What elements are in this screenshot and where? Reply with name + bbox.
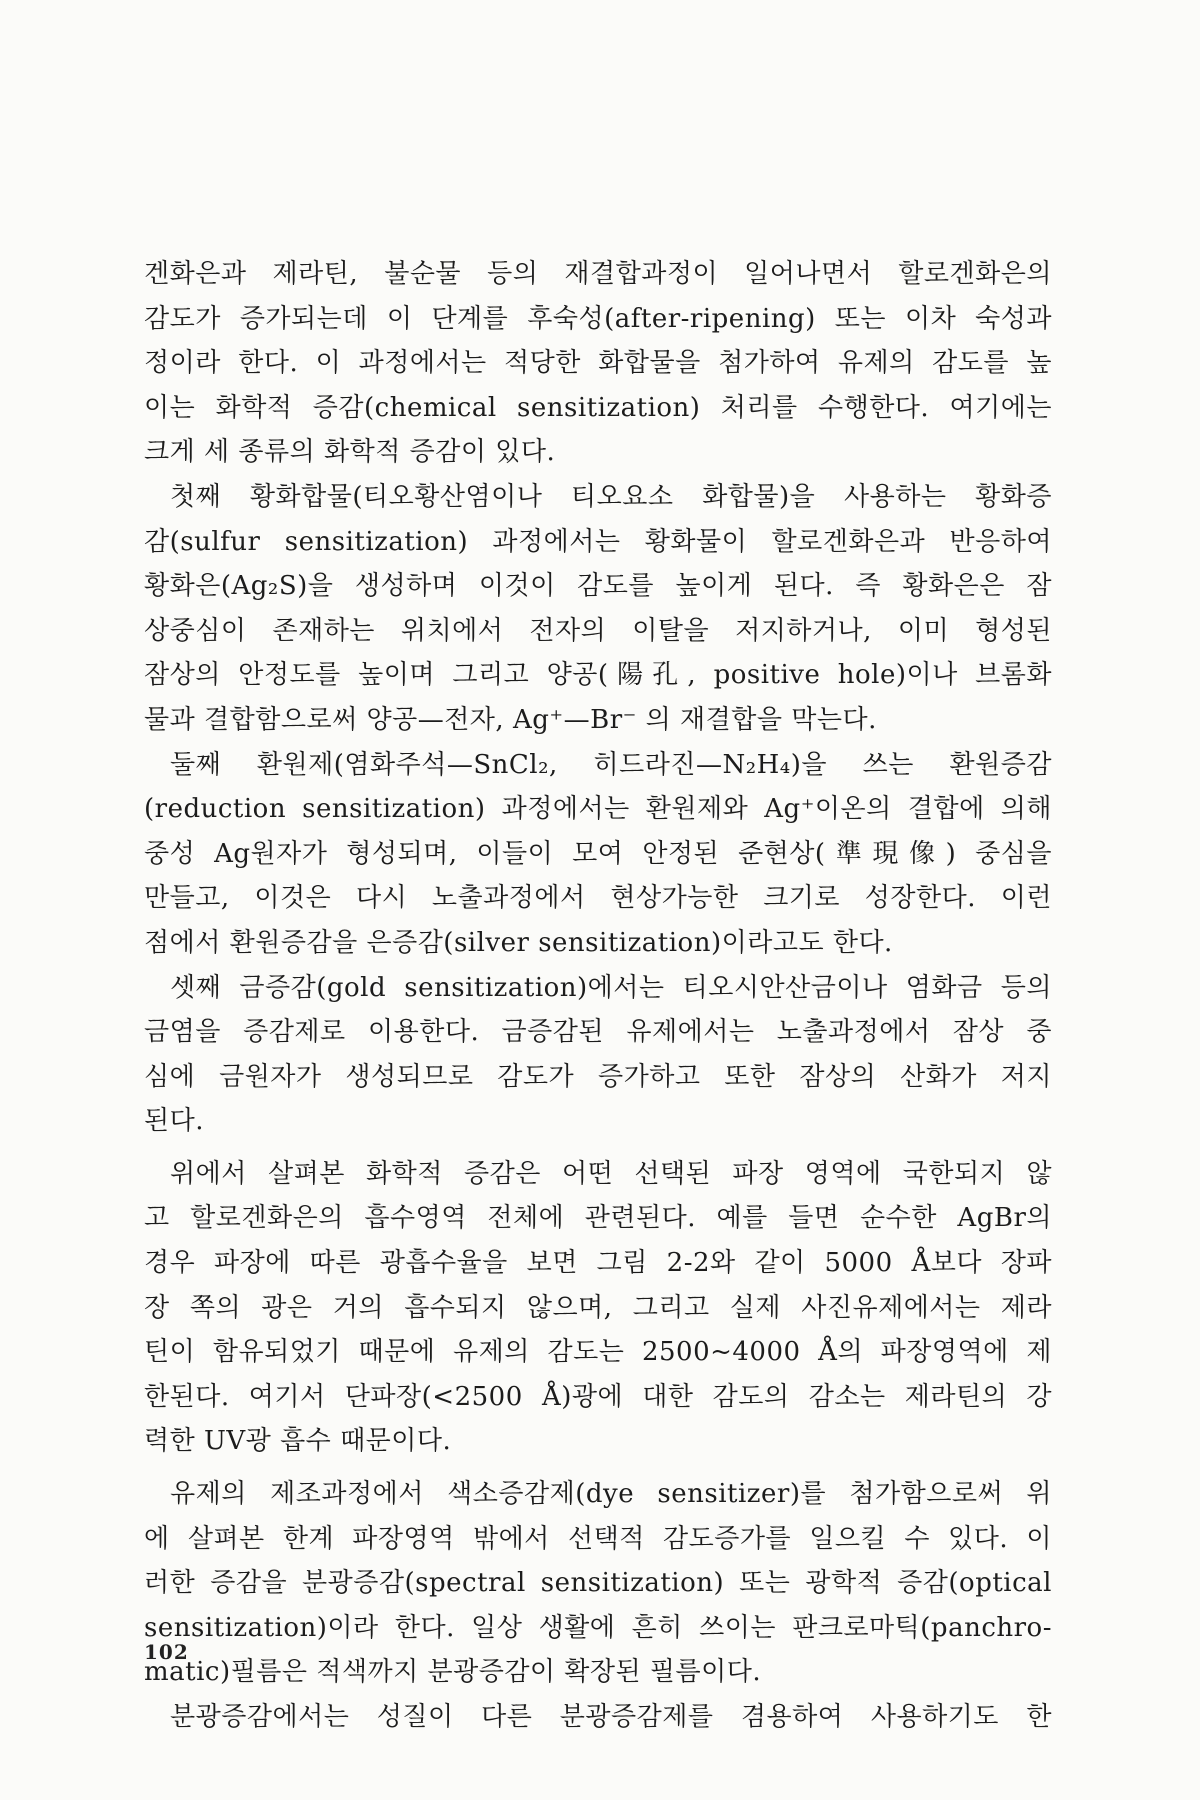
text-line: 감도가 증가되는데 이 단계를 후숙성(after-ripening) 또는 이차 숙성과 (144, 303, 1052, 334)
text-line: 러한 증감을 분광증감(spectral sensitization) 또는 광학적 증감(optical (144, 1568, 1052, 1599)
text-line: 상중심이 존재하는 위치에서 전자의 이탈을 저지하거나, 이미 형성된 (144, 615, 1052, 646)
text-line: matic)필름은 적색까지 분광증감이 확장된 필름이다. (144, 1657, 762, 1688)
text-line: 유제의 제조과정에서 색소증감제(dye sensitizer)를 첨가함으로써 위 (170, 1479, 1052, 1510)
text-line: 장 쪽의 광은 거의 흡수되지 않으며, 그리고 실제 사진유제에서는 제라 (144, 1292, 1052, 1323)
text-line: 분광증감에서는 성질이 다른 분광증감제를 겸용하여 사용하기도 한 (170, 1702, 1052, 1732)
text-line: 력한 UV광 흡수 때문이다. (144, 1426, 452, 1457)
text-line: 경우 파장에 따른 광흡수율을 보면 그림 2-2와 같이 5000 Å보다 장파 (144, 1248, 1052, 1279)
text-line: 이는 화학적 증감(chemical sensitization) 처리를 수행한다. 여기에는 (144, 392, 1052, 423)
text-line: 위에서 살펴본 화학적 증감은 어떤 선택된 파장 영역에 국한되지 않 (170, 1158, 1052, 1189)
text-line: (reduction sensitization) 과정에서는 환원제와 Ag⁺이온의 결합에 의해 (144, 794, 1052, 825)
text-line: 심에 금원자가 생성되므로 감도가 증가하고 또한 잠상의 산화가 저지 (144, 1061, 1052, 1092)
text-line: 금염을 증감제로 이용한다. 금증감된 유제에서는 노출과정에서 잠상 중 (144, 1017, 1052, 1048)
text-line: 겐화은과 제라틴, 불순물 등의 재결합과정이 일어나면서 할로겐화은의 (144, 259, 1052, 289)
text-line: 감(sulfur sensitization) 과정에서는 황화물이 할로겐화은과 반응하여 (144, 526, 1052, 557)
text-line: 잠상의 안정도를 높이며 그리고 양공(陽孔, positive hole)이나 브롬화 (144, 660, 1052, 691)
paragraph-gap (144, 1144, 1052, 1152)
text-line: 한된다. 여기서 단파장(<2500 Å)광에 대한 감도의 감소는 제라틴의 강 (144, 1381, 1052, 1412)
text-line: 첫째 황화합물(티오황산염이나 티오요소 화합물)을 사용하는 황화증 (170, 481, 1052, 512)
text-line: 틴이 함유되었기 때문에 유제의 감도는 2500~4000 Å의 파장영역에 제 (144, 1337, 1052, 1368)
text-line: 둘째 환원제(염화주석—SnCl₂, 히드라진—N₂H₄)을 쓰는 환원증감 (170, 749, 1052, 780)
paragraph-gap (144, 1464, 1052, 1472)
page-number: 102 (144, 1640, 189, 1664)
text-line: 물과 결합함으로써 양공—전자, Ag⁺—Br⁻ 의 재결합을 막는다. (144, 704, 877, 735)
text-line: 정이라 한다. 이 과정에서는 적당한 화합물을 첨가하여 유제의 감도를 높 (144, 348, 1052, 379)
text-line: 크게 세 종류의 화학적 증감이 있다. (144, 437, 556, 468)
text-line: 셋째 금증감(gold sensitization)에서는 티오시안산금이나 염화금 등의 (170, 972, 1052, 1003)
text-line: 중성 Ag원자가 형성되며, 이들이 모여 안정된 준현상(準現像) 중심을 (144, 838, 1052, 869)
text-line: 점에서 환원증감을 은증감(silver sensitization)이라고도 한다. (144, 927, 893, 958)
text-line: 된다. (144, 1106, 204, 1137)
text-line: 황화은(Ag₂S)을 생성하며 이것이 감도를 높이게 된다. 즉 황화은은 잠 (144, 571, 1052, 602)
text-line: 에 살펴본 한계 파장영역 밖에서 선택적 감도증가를 일으킬 수 있다. 이 (144, 1523, 1052, 1554)
text-line: 고 할로겐화은의 흡수영역 전체에 관련된다. 예를 들면 순수한 AgBr의 (144, 1203, 1052, 1234)
text-line: sensitization)이라 한다. 일상 생활에 흔히 쓰이는 판크로마틱(panchro- (144, 1612, 1052, 1643)
text-line: 만들고, 이것은 다시 노출과정에서 현상가능한 크기로 성장한다. 이런 (144, 883, 1052, 914)
page-body (144, 252, 1052, 1740)
